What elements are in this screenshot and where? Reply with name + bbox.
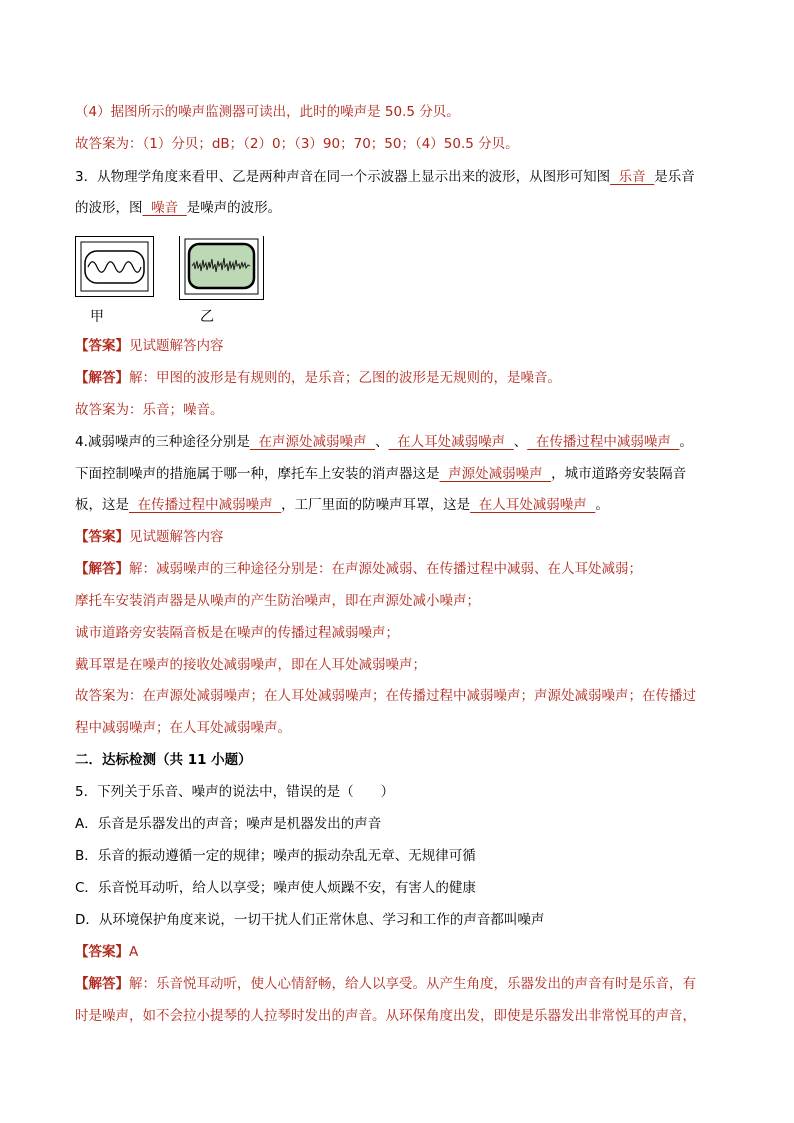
q5-stem: 5．下列关于乐音、噪声的说法中，错误的是（ ） [75,784,395,800]
q4-blank-5: 在传播过程中减弱噪声 [129,497,282,513]
q5-option-c: C．乐音悦耳动听，给人以享受；噪声使人烦躁不安，有害人的健康 [75,880,476,896]
q4-blank-4: 声源处减弱噪声 [439,466,552,482]
q3-answer: 【答案】见试题解答内容 [75,338,224,354]
q4-final-answer-line1: 故答案为：在声源处减弱噪声；在人耳处减弱噪声；在传播过程中减弱噪声；声源处减弱噪声；在传播过 [75,688,696,704]
oscilloscope-figure [75,236,305,336]
q3-blank-2: 噪音 [142,200,187,216]
q2-final-answer: 故答案为：（1）分贝；dB；（2）0；（3）90；70；50；（4）50.5 分贝。 [75,136,519,152]
q4-blank-3: 在传播过程中减弱噪声 [527,434,680,450]
q4-solution-line3: 诚市道路旁安装隔音板是在噪声的传播过程减弱噪声； [75,625,399,641]
q3-blank-1: 乐音 [610,169,655,185]
q2-part4-text: （4）据图所示的噪声监测器可读出，此时的噪声是 50.5 分贝。 [75,104,460,120]
q5-answer: 【答案】A [75,944,139,960]
q5-option-a: A．乐音是乐器发出的声音；噪声是机器发出的声音 [75,816,382,832]
q3-final-answer: 故答案为：乐音；噪音。 [75,402,224,418]
q3-stem-line2: 的波形，图 噪音 是噪声的波形。 [75,200,282,216]
q4-blank-6: 在人耳处减弱噪声 [470,497,596,513]
section-heading: 二．达标检测（共 11 小题） [75,752,252,768]
q4-solution-line2: 摩托车安装消声器是从噪声的产生防治噪声，即在声源处减小噪声； [75,593,480,609]
q4-final-answer-line2: 程中减弱噪声；在人耳处减弱噪声。 [75,720,291,736]
q4-answer: 【答案】见试题解答内容 [75,529,224,545]
q3-stem-line1: 3．从物理学角度来看甲、乙是两种声音在同一个示波器上显示出来的波形，从图形可知图 乐音 是乐音 [75,169,695,185]
q4-blank-1: 在声源处减弱噪声 [249,434,376,450]
q5-solution-line2: 时是噪声，如不会拉小提琴的人拉琴时发出的声音。从环保角度出发，即使是乐器发出非常悦耳的声音， [75,1008,696,1024]
q3-solution: 【解答】解：甲图的波形是有规则的，是乐音；乙图的波形是无规则的，是噪音。 [75,370,561,386]
q5-solution-line1: 【解答】解：乐音悦耳动听，使人心情舒畅，给人以享受。从产生角度，乐器发出的声音有时是乐音，有 [75,976,696,992]
figure-label-yi: 乙 [200,309,214,325]
oscilloscope-yi [180,236,264,300]
q4-stem-line1: 4.减弱噪声的三种途径分别是 在声源处减弱噪声 、 在人耳处减弱噪声 、 在传播过程中减弱噪声 。 [75,434,693,450]
q4-blank-2: 在人耳处减弱噪声 [388,434,514,450]
q4-solution-line1: 【解答】解：减弱噪声的三种途径分别是：在声源处减弱、在传播过程中减弱、在人耳处减弱； [75,561,642,577]
q4-stem-line2: 下面控制噪声的措施属于哪一种，摩托车上安装的消声器这是 声源处减弱噪声 ，城市道路旁安装隔音 [75,466,687,482]
oscilloscope-jia [76,237,154,297]
q5-option-d: D．从环境保护角度来说，一切干扰人们正常休息、学习和工作的声音都叫噪声 [75,912,545,928]
q5-option-b: B．乐音的振动遵循一定的规律；噪声的振动杂乱无章、无规律可循 [75,848,476,864]
q4-stem-line3: 板，这是 在传播过程中减弱噪声 ，工厂里面的防噪声耳罩，这是 在人耳处减弱噪声 。 [75,497,609,513]
q4-solution-line4: 戴耳罩是在噪声的接收处减弱噪声，即在人耳处减弱噪声； [75,657,426,673]
figure-label-jia: 甲 [90,309,104,325]
